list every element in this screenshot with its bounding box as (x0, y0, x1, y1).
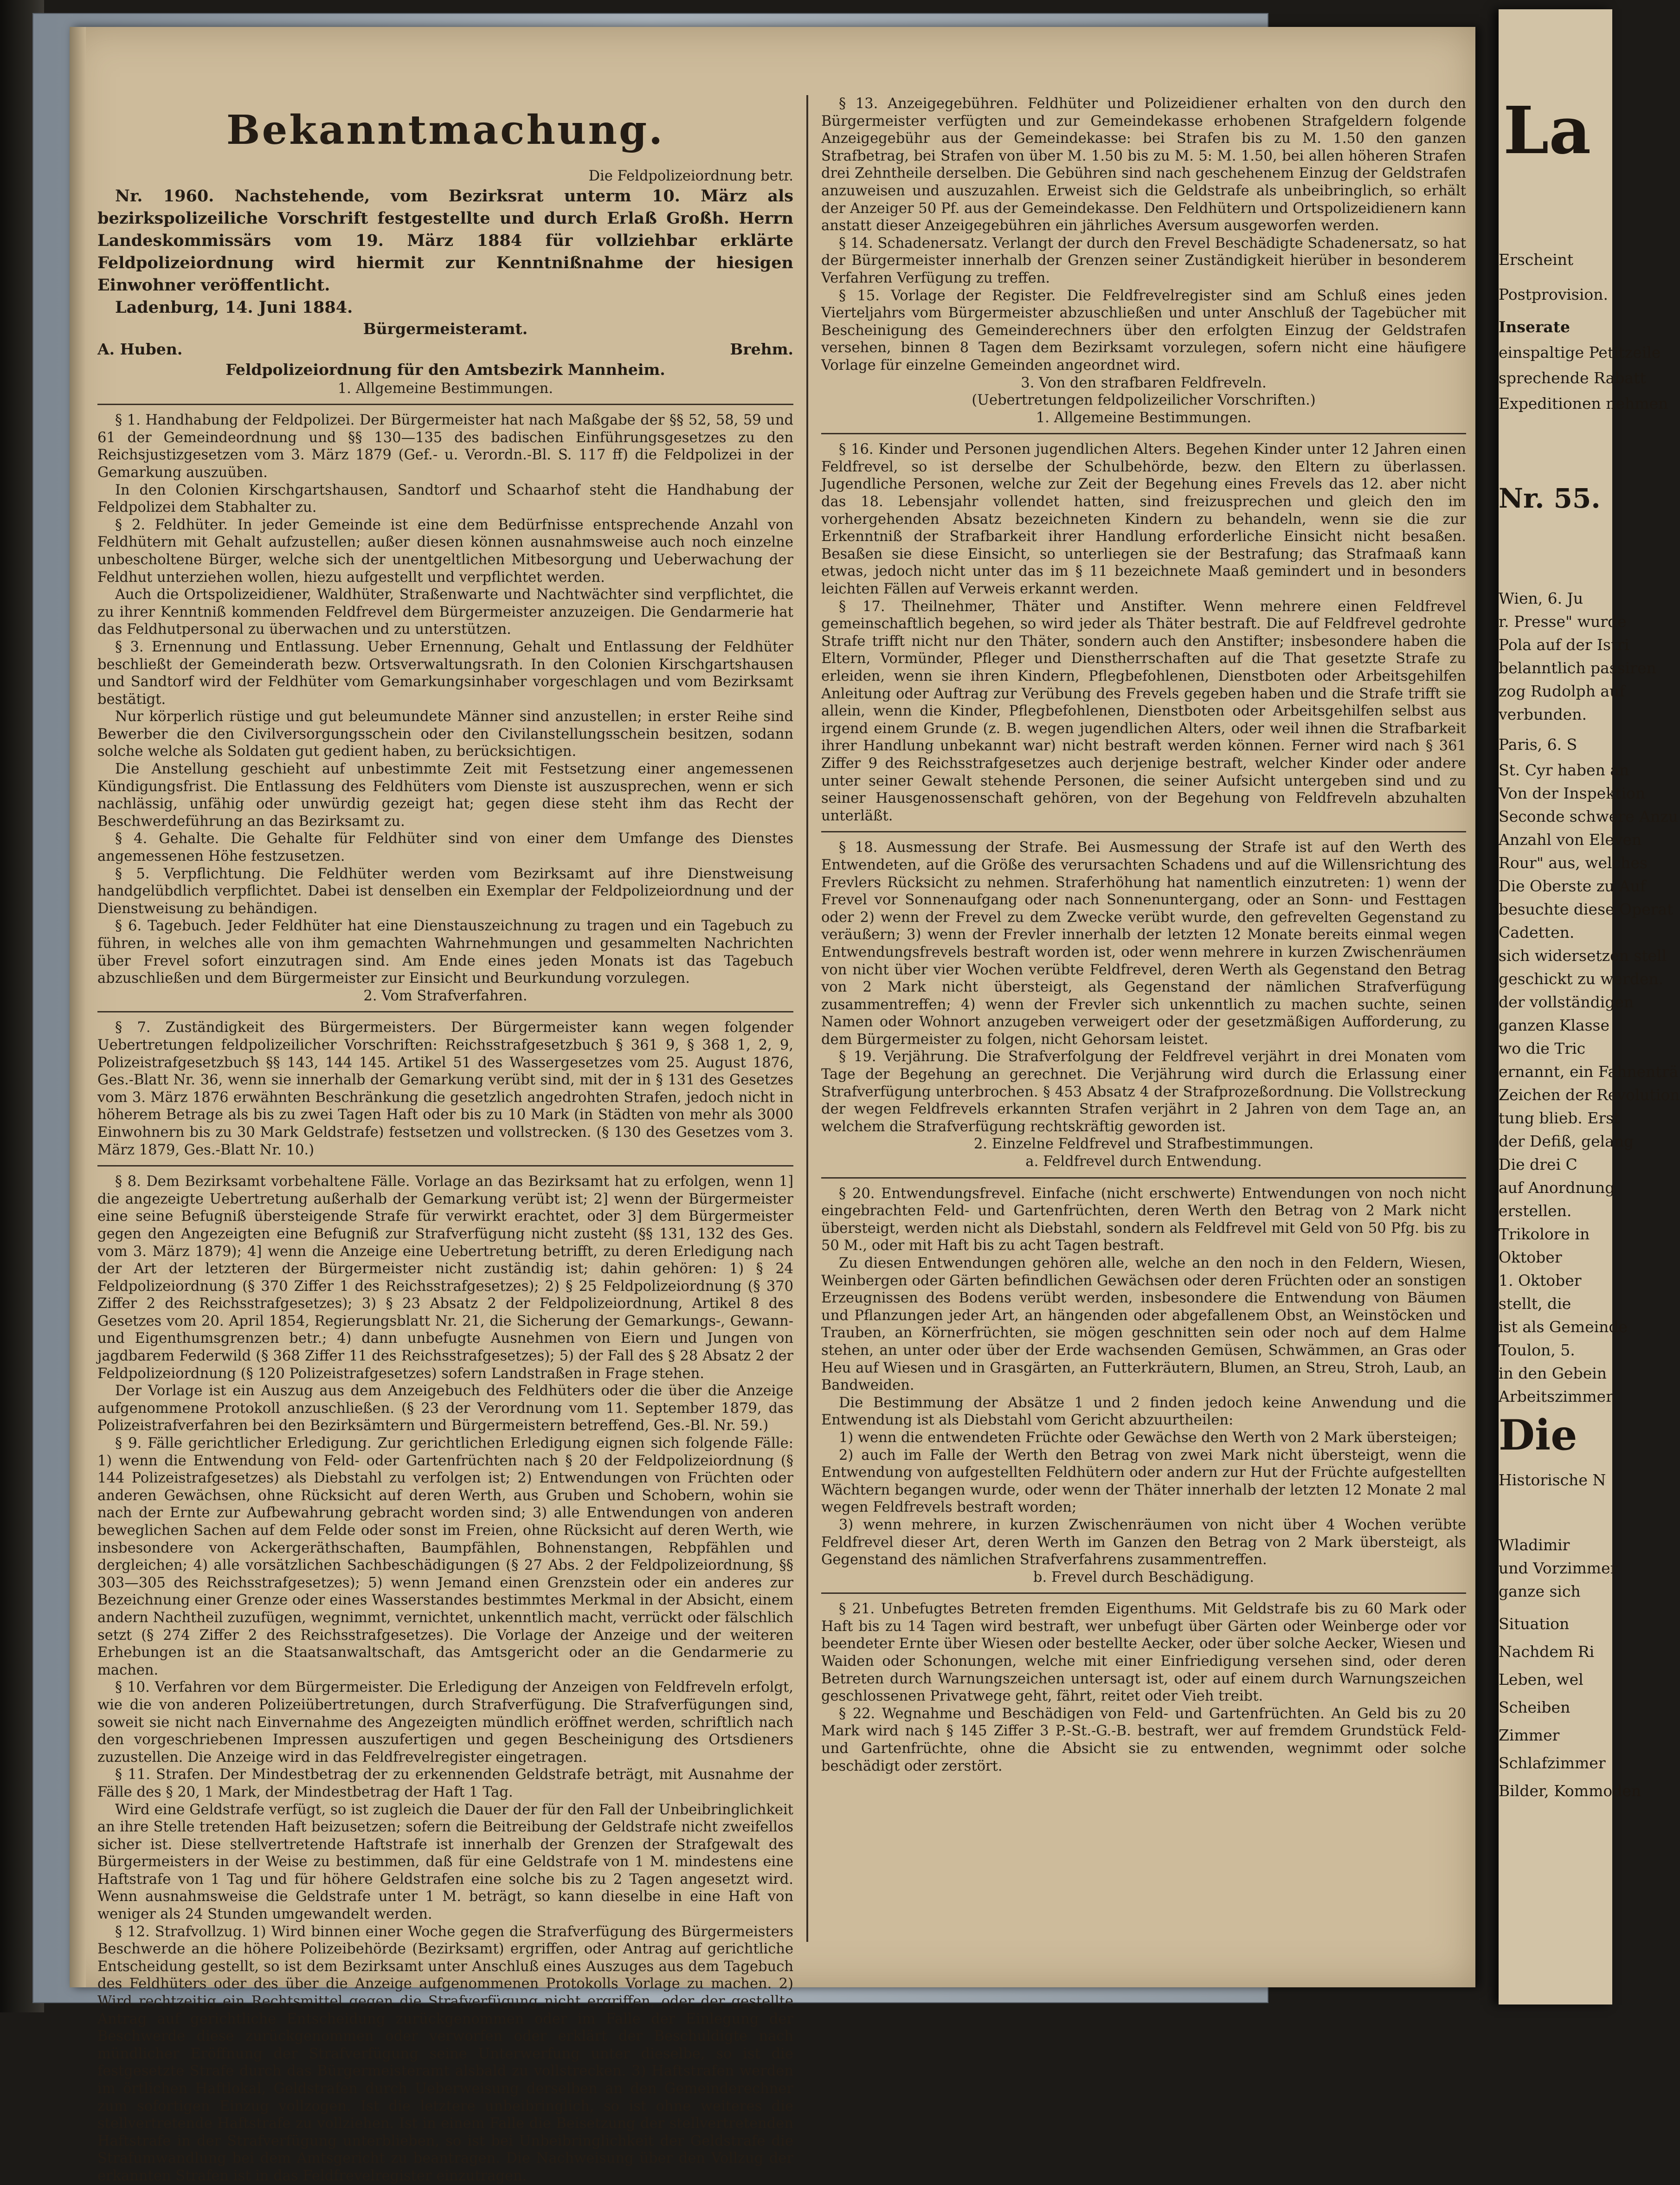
divider-rule (97, 1011, 793, 1012)
part-heading-3: 3. Von den strafbaren Feldfreveln. (1021, 374, 1267, 391)
adjacent-line: Schlafzimmer (1499, 1754, 1606, 1772)
adjacent-line: ganze sich (1499, 1582, 1581, 1600)
section-7: § 7. Zuständigkeit des Bürgermeisters. Der Bürgermeister kann wegen folgender Uebertretungen feldpolizeilicher Vorschriften: Reichsstrafgesetzbuch § 361 9, § 368 1, 2, 9, Polizeistrafgesetzbuch §§ 143, 144 145. Artikel 51 des Wassergesetzes vom 25. August 1876, Ges.-Blatt Nr. 36, wenn sie innerhalb der Gemarkung verübt sind, mit der in § 131 des Gesetzes vom 3. März 1876 erwähnten Beschränkung die gesetzlich angedrohten Strafen, jedoch nicht in höherem Betrage als bis zu zwei Tagen Haft oder bis zu 10 Mark (in Städten von mehr als 3000 Einwohnern bis zu 30 Mark Geldstrafe) festsetzen und vollstrecken. (§ 130 des Gesetzes vom 3. März 1879, Ges.-Blatt Nr. 10.) (97, 1019, 793, 1158)
section-3: § 3. Ernennung und Entlassung. Ueber Ernennung, Gehalt und Entlassung der Feldhüter beschließt der Gemeinderath bezw. Ortsverwaltungsrath. In den Colonien Kirschgartshausen und Sandtorf wird der Feldhüter vom Gemarkungsinhaber vorgeschlagen und vom Bezirksamt bestätigt. (97, 638, 793, 708)
adjacent-line: auf Anordnung (1499, 1179, 1615, 1197)
notice-intro: Nr. 1960. Nachstehende, vom Bezirksrat unterm 10. März als bezirkspolizeiliche Vorschrift festgestellte und durch Erlaß Großh. Herrn Landeskommissärs vom 19. März 1884 für vollziehbar erklärte Feldpolizeiordnung wird hiermit zur Kenntnißnahme der hiesigen Einwohner veröffentlicht. (97, 186, 793, 295)
adjacent-line: wo die Tric (1499, 1039, 1586, 1057)
adjacent-line: stellt, die (1499, 1295, 1571, 1313)
adjacent-line: sich widersetzen stell (1499, 947, 1667, 965)
adjacent-line: ernannt, ein Fahnenträ (1499, 1063, 1679, 1081)
adjacent-line: tung blieb. Erst (1499, 1109, 1620, 1127)
section-8: § 8. Dem Bezirksamt vorbehaltene Fälle. Vorlage an das Bezirksamt hat zu erfolgen, wenn 1] die angezeigte Uebertretung außerhalb der Gemarkung verübt ist; 2] wenn der Bürgermeister eine seine Befugniß übersteigende Strafe für verwirkt erachtet, oder 3] dem Bürgermeister gegen den Angezeigten eine Befugniß zur Strafverfügung nicht zusteht (§§ 131, 132 des Ges. vom 3. März 1879); 4] wenn die Anzeige eine Uebertretung betrifft, zu deren Erledigung nach der Art der letzteren der Bürgermeister nicht zuständig ist; dahin gehören: 1) § 24 Feldpolizeiordnung (§ 370 Ziffer 1 des Reichsstrafgesetzes); 2) § 25 Feldpolizeiordnung (§ 370 Ziffer 2 des Reichsstrafgesetzes); 3) § 23 Absatz 2 der Feldpolizeiordnung, Artikel 8 des Gesetzes vom 20. April 1854, Regierungsblatt Nr. 21, die Sicherung der Gemarkungs-, Gewann- und Eigenthumsgrenzen betr.; 4) dann unbefugte Ausnehmen von Eiern und Jungen von jagdbarem Federwild (§ 368 Ziffer 11 des Reichsstrafgesetzes); 5) der Fall des § 28 Absatz 2 der Feldpolizeiordnung (§ 120 Polizeistrafgesetzes) sofern Landstraßen in Frage stehen. (97, 1173, 793, 1382)
adjacent-line: Zimmer (1499, 1726, 1560, 1744)
part-heading-3a: 1. Allgemeine Bestimmungen. (1036, 409, 1252, 426)
section-19: § 19. Verjährung. Die Strafverfolgung der Feldfrevel verjährt in drei Monaten vom Tage der Begehung an gerechnet. Die Verjährung wird durch die Erlassung einer Strafverfügung unterbrochen. § 453 Absatz 4 der Strafprozeßordnung. Die Vollstreckung der wegen Feldfrevels erkannten Strafen verjährt in 2 Jahren von dem Tage an, an welchem die Strafverfügung rechtskräftig geworden ist. (821, 1049, 1466, 1135)
adjacent-line: Rour" aus, welches (1499, 854, 1648, 872)
adjacent-line: erstellen. (1499, 1202, 1572, 1220)
adjacent-line: 1. Oktober (1499, 1271, 1582, 1289)
adjacent-line: Leben, wel (1499, 1670, 1583, 1689)
adjacent-line: Expeditionen nehmen (1499, 394, 1668, 413)
adjacent-line: geschickt zu werden. (1499, 970, 1664, 988)
notice-title: Bekanntmachung. (226, 107, 665, 154)
adjacent-line: der Defiß, gelang (1499, 1132, 1634, 1150)
adjacent-line: r. Presse" wurde (1499, 612, 1627, 631)
divider-rule (97, 404, 793, 405)
adjacent-line: belanntlich passiren (1499, 659, 1656, 677)
section-1: § 1. Handhabung der Feldpolizei. Der Bürgermeister hat nach Maßgabe der §§ 52, 58, 59 und 61 der Gemeindeordnung und §§ 130—135 des badischen Einführungsgesetzes zu den Reichsjustizgesetzen vom 3. März 1879 (Gef.- u. Verordn.-Bl. S. 117 ff) die Feldpolizei in der Gemarkung auszuüben. (97, 412, 793, 481)
divider-rule (821, 1592, 1466, 1594)
section-2: § 2. Feldhüter. In jeder Gemeinde ist eine dem Bedürfnisse entsprechende Anzahl von Feldhütern mit Gehalt aufzustellen; außer diesen können ausnahmsweise auch noch einzelne unbescholtene Bürger, welche sich der unentgeltlichen Mitbesorgung und Ueberwachung der Feldhut unterziehen wollen, hiezu aufgestellt und verpflichtet werden. (97, 516, 793, 586)
section-11: § 11. Strafen. Der Mindestbetrag der zu erkennenden Geldstrafe beträgt, mit Ausnahme der Fälle des § 20, 1 Mark, der Mindestbetrag der Haft 1 Tag. (97, 1766, 793, 1800)
part-heading-3bb: b. Frevel durch Beschädigung. (1033, 1569, 1254, 1586)
adjacent-line: Bilder, Kommoden (1499, 1782, 1641, 1800)
adjacent-line: Oktober (1499, 1248, 1562, 1266)
adjacent-line: Nachdem Ri (1499, 1643, 1595, 1661)
section-11-paragraph: Wird eine Geldstrafe verfügt, so ist zugleich die Dauer der für den Fall der Unbeibringlichkeit an ihre Stelle tretenden Haft beizusetzen; sofern die Beitreibung der Geldstrafe nicht zweifellos sicher ist. Diese stellvertretende Haftstrafe ist innerhalb der Grenzen der Strafgewalt des Bürgermeisters in der Weise zu bestimmen, daß für eine Geldstrafe von 1 M. mindestens eine Haftstrafe von 1 Tag und für höhere Geldstrafen eine solche bis zu 2 Tagen angesetzt wird. Wenn ausnahmsweise die Geldstrafe unter 1 M. beträgt, so kann dieselbe in eine Haft von weniger als 24 Stunden umgewandelt werden. (97, 1801, 793, 1923)
office-name: Bürgermeisteramt. (363, 319, 528, 338)
adjacent-heading-fragment: Die (1499, 1411, 1577, 1460)
section-3-paragraph-b: Nur körperlich rüstige und gut beleumundete Männer sind anzustellen; in erster Reihe sind Bewerber die den Civilversorgungsschein oder den Civilanstellungsschein besitzen, sodann solche welche als Soldaten gut gedient haben, zu berücksichtigen. (97, 709, 793, 760)
adjacent-line: zog Rudolph auf (1499, 682, 1625, 700)
section-16: § 16. Kinder und Personen jugendlichen Alters. Begehen Kinder unter 12 Jahren einen Feldfrevel, so ist derselbe der Schulbehörde, bezw. den Eltern zu überlassen. Jugendliche Personen, welche zur Zeit der Begehung eines Frevels das 12. aber nicht das 18. Lebensjahr vollendet hatten, sind freizusprechen und gleich den im vorhergehenden Absatz bezeichneten Kindern zu behandeln, wenn sie die zur Erkenntniß der Strafbarkeit ihrer Handlung erforderliche Einsicht nicht besaßen. Besaßen sie diese Einsicht, so unterliegen sie der Bestrafung; das Strafmaaß kann etwas, jedoch nicht unter das im § 11 bezeichnete Maaß gemindert und in besonders leichten Fällen auf Verweis erkannt werden. (821, 441, 1466, 598)
adjacent-line: Wladimir (1499, 1536, 1570, 1554)
adjacent-line: besuchte diese Operat (1499, 900, 1674, 918)
adjacent-line: Paris, 6. S (1499, 735, 1577, 754)
section-6: § 6. Tagebuch. Jeder Feldhüter hat eine Dienstauszeichnung zu tragen und ein Tagebuch zu führen, in welches alle von ihm gemachten Wahrnehmungen und gesammelten Nachrichten über Frevel sofort einzutragen sind. Am Ende eines jeden Monats ist das Tagebuch abzuschließen und dem Bürgermeister zur Einsicht und Beurkundung vorzulegen. (97, 918, 793, 987)
adjacent-line: ist als Gemeinde (1499, 1318, 1628, 1336)
adjacent-line: Anzahl von Eleven (1499, 831, 1642, 849)
adjacent-masthead-fragment: La (1503, 93, 1591, 169)
section-12: § 12. Strafvollzug. 1) Wird binnen einer Woche gegen die Strafverfügung des Bürgermeisters Beschwerde an die höhere Polizeibehörde (Bezirksamt) ergriffen, oder Antrag auf gerichtliche Entscheidung gestellt, so ist dem Bezirksamt unter Anschluß eines Auszuges aus dem Tagebuch des Feldhüters oder des über die Anzeige aufgenommenen Protokolls Vorlage zu machen. 2) Wird rechtzeitig ein Rechtsmittel gegen die Strafverfügung nicht ergriffen, oder der gestellte Antrag auf gerichtliche Entscheidung zurückgenommen oder im Falle der Einlegung der Beschwerde diese zurückgenommen oder verworfen oder erklärt der Beschuldigte nach mündlicher Eröffnung der Strafverfügung seine Unterwerfung unter dieselbe, so ist die festgesetzte Strafe durch das Bürgermeisteramt alsbald zu vollstrecken. 3) Haftstrafen werden im örtlichen Haftlokal, Geldstrafen durch Ueberweisung derselben an den Gemeinderechner zum sofortigen Einzug vollzogen. Ist die letztere unbeibringlich, so ist ohne weiteres die stellvertretende Haftstrafe zu vollziehen. Ist in einem Falle die Beisetzung der stellvertretenden Haftstrafe in der Strafverfügung unterblieben, so ist bei Unbeibringlichkeit der Geldstrafe die Strafumwandlung bei dem Amtsgericht zu beantragen. Die Nachweisung über den Vollzug der erkannten Strafen ist in das Feldfrevelregister einzutragen. (97, 1923, 793, 2184)
place-date: Ladenburg, 14. Juni 1884. (115, 297, 353, 317)
adjacent-line: Cadetten. (1499, 923, 1575, 941)
adjacent-line: Wien, 6. Ju (1499, 589, 1583, 607)
section-14: § 14. Schadenersatz. Verlangt der durch den Frevel Beschädigte Schadenersatz, so hat der Bürgermeister innerhalb der Grenzen seiner Zuständigkeit hierüber in besonderem Verfahren Verfügung zu treffen. (821, 235, 1466, 286)
adjacent-line: Zeichen der Revolution (1499, 1086, 1680, 1104)
adjacent-line: Postprovision. (1499, 285, 1608, 303)
section-2-paragraph: Auch die Ortspolizeidiener, Waldhüter, Straßenwarte und Nachtwächter sind verpflichtet, die zu ihrer Kenntniß kommenden Feldfrevel dem Bürgermeister anzuzeigen. Die Gendarmerie hat das Feldhutpersonal zu überwachen und zu unterstützen. (97, 587, 793, 638)
divider-rule (821, 1177, 1466, 1179)
adjacent-line: ganzen Klasse (1499, 1016, 1609, 1034)
divider-rule (97, 1165, 793, 1167)
adjacent-line: Trikolore in (1499, 1225, 1590, 1243)
section-20-item-3: 3) wenn mehrere, in kurzen Zwischenräumen von nicht über 4 Wochen verübte Feldfrevel dieser Art, deren Werth im Ganzen den Betrag von 2 Mark übersteigt, als Gegenstand des nämlichen Strafverfahrens zusammentreffen. (821, 1516, 1466, 1568)
section-9: § 9. Fälle gerichtlicher Erledigung. Zur gerichtlichen Erledigung eignen sich folgende Fälle: 1) wenn die Entwendung von Feld- oder Gartenfrüchten nach § 20 der Feldpolizeiordnung (§ 144 Polizeistrafgesetzes) als Diebstahl zu verfolgen ist; 2) Entwendungen von Früchten oder anderen Gewächsen, ohne Rücksicht auf deren Werth, aus Gruben und Schobern, wohin sie nach der Ernte zur Aufbewahrung gebracht worden sind; 3) alle Entwendungen von anderen beweglichen Sachen auf dem Felde oder sonst im Freien, ohne Rücksicht auf deren Werth, wie insbesondere von Ackergeräthschaften, Baumpfählen, Bohnenstangen, Rebpfählen und dergleichen; 4) alle vorsätzlichen Sachbeschädigungen (§ 27 Abs. 2 der Feldpolizeiordnung, §§ 303—305 des Reichsstrafgesetzes); 5) wenn Jemand einen Grenzstein oder ein anderes zur Bezeichnung einer Grenze oder eines Wasserstandes bestimmtes Merkmal in der Absicht, einem andern Nachtheil zuzufügen, wegnimmt, vernichtet, unkenntlich macht, verrückt oder fälschlich setzt (§ 274 Ziffer 2 des Reichsstrafgesetzes). Die Vorlage der Anzeige und der weiteren Erhebungen ist an die Staatsanwaltschaft, das Amtsgericht oder an die Gendarmerie zu machen. (97, 1435, 793, 1678)
signer-left: A. Huben. (97, 340, 183, 358)
adjacent-line: Situation (1499, 1615, 1570, 1633)
signer-right: Brehm. (730, 340, 793, 358)
section-20-item-1: 1) wenn die entwendeten Früchte oder Gewächse den Werth von 2 Mark übersteigen; (839, 1429, 1457, 1446)
section-1-paragraph: In den Colonien Kirschgartshausen, Sandtorf und Schaarhof steht die Handhabung der Feldpolizei dem Stabhalter zu. (97, 482, 793, 516)
section-20-paragraph-b: Zu diesen Entwendungen gehören alle, welche an den noch in den Feldern, Wiesen, Weinbergen oder Gärten befindlichen Gewächsen oder deren Früchten oder an sonstigen Erzeugnissen des Bodens verübt werden, insbesondere die Entwendung von Bäumen und Pflanzungen jeder Art, an hängenden oder abgefallenem Obst, an Weinstöcken und Trauben, an Körnerfrüchten, sie mögen geschnitten sein oder noch auf dem Halme stehen, an unter oder über der Erde wachsenden Gemüsen, Schwämmen, an Gras oder Heu auf Wiesen und in Grasgärten, an Futterkräutern, Blumen, an Streu, Stroh, Laub, an Bandweiden. (821, 1255, 1466, 1394)
section-20-paragraph-c: Die Bestimmung der Absätze 1 und 2 finden jedoch keine Anwendung und die Entwendung ist als Diebstahl vom Gericht abzuurtheilen: (821, 1394, 1466, 1429)
adjacent-issue-number: Nr. 55. (1499, 483, 1601, 514)
signature-line (97, 339, 793, 360)
section-4: § 4. Gehalte. Die Gehalte für Feldhüter sind von einer dem Umfange des Dienstes angemessenen Höhe festzusetzen. (97, 831, 793, 865)
part-heading-3ba: a. Feldfrevel durch Entwendung. (1025, 1154, 1262, 1170)
section-17: § 17. Theilnehmer, Thäter und Anstifter. Wenn mehrere einen Feldfrevel gemeinschaftlich begehen, so wird jeder als Thäter bestraft. Die auf Feldfrevel gedrohte Strafe trifft nicht nur den Thäter, sondern auch den Anstifter; insbesondere haben die Eltern, Vormünder, Pfleger und Dienstherrschaften auf die That gesetzte Strafe zu erleiden, wenn sie ihren Kindern, Pflegbefohlenen, Dienstboten oder Arbeitsgehilfen Anleitung oder Auftrag zur Verübung des Frevels gegeben haben und die Strafe trifft sie allein, wenn die Kinder, Pflegbefohlenen, Dienstboten oder Arbeitsgehilfen selbst aus irgend einem Grunde (z. B. wegen jugendlichen Alters, oder weil ihnen die Strafbarkeit ihrer Handlung unbekannt war) nicht bestraft werden können. Ferner wird nach § 361 Ziffer 9 des Reichsstrafgesetzes auch derjenige bestraft, welcher Kinder oder andere unter seiner Gewalt stehende Personen, die seiner Aufsicht untergeben sind und zu seiner Hausgenossenschaft gehören, von der Begehung von Feldfreveln abzuhalten unterläßt. (821, 598, 1466, 824)
adjacent-line: Arbeitszimmer (1499, 1387, 1613, 1405)
adjacent-line: St. Cyr haben an (1499, 761, 1629, 779)
adjacent-line: Inserate (1499, 318, 1571, 336)
left-column (97, 88, 793, 2184)
section-20-item-2: 2) auch im Falle der Werth den Betrag von zwei Mark nicht übersteigt, wenn die Entwendung von aufgestellten Feldhütern oder andern zur Hut der Früchte aufgestellten Wächtern begangen wurde, oder wenn der Thäter innerhalb der letzten 12 Monate 2 mal wegen Feldfrevels bestraft worden; (821, 1447, 1466, 1516)
part-heading-3-sub: (Uebertretungen feldpolizeilicher Vorschriften.) (972, 392, 1316, 409)
section-21: § 21. Unbefugtes Betreten fremden Eigenthums. Mit Geldstrafe bis zu 60 Mark oder Haft bis zu 14 Tagen wird bestraft, wer unbefugt über Gärten oder Weinberge oder vor beendeter Ernte über Wiesen oder bestellte Aecker, oder über solche Aecker, Wiesen und Waiden oder Schonungen, welche mit einer Einfriedigung versehen sind, oder deren Betreten durch Warnungszeichen untersagt ist, oder auf einem durch Warnungszeichen geschlossenen Privatwege geht, fährt, reitet oder Vieh treibt. (821, 1601, 1466, 1705)
adjacent-line: Scheiben (1499, 1698, 1571, 1716)
adjacent-line: Von der Inspektion (1499, 784, 1646, 802)
section-8-paragraph: Der Vorlage ist ein Auszug aus dem Anzeigebuch des Feldhüters oder die über die Anzeige aufgenommene Protokoll anzuschließen. (§ 23 der Verordnung vom 11. September 1879, das Polizeistrafverfahren bei den Bezirksämtern und Bürgermeistern betreffend, Ges.-Bl. Nr. 59.) (97, 1383, 793, 1434)
adjacent-line: Erscheint (1499, 251, 1574, 269)
column-divider (806, 95, 808, 1942)
adjacent-line: sprechende Rabatt (1499, 369, 1646, 387)
section-13: § 13. Anzeigegebühren. Feldhüter und Polizeidiener erhalten von den durch den Bürgermeister verfügten und zur Gemeindekasse erhobenen Strafgeldern folgende Anzeigegebühr aus der Gemeindekasse: bei Strafen bis zu M. 1.50 den ganzen Strafbetrag, bei Strafen von über M. 1.50 bis zu M. 5: M. 1.50, bei allen höheren Strafen drei Zehntheile derselben. Die Gebühren sind nach geschehenem Einzug der Geldstrafen anzuweisen und auszuzahlen. Erweist sich die Geldstrafe als unbeibringlich, so erhält der Anzeiger 50 Pf. aus der Gemeindekasse. Den Feldhütern und Ortspolizeidienern kann anstatt dieser Anzeigegebühren ein jährliches Aversum ausgeworfen werden. (821, 96, 1466, 234)
section-18: § 18. Ausmessung der Strafe. Bei Ausmessung der Strafe ist auf den Werth des Entwendeten, auf die Größe des verursachten Schadens und auf die Willensrichtung des Frevlers Rücksicht zu nehmen. Straferhöhung hat namentlich einzutreten: 1) wenn der Frevel vor Sonnenaufgang oder nach Sonnenuntergang, oder an Sonn- und Festtagen oder 2) wenn der Frevel zu dem Zwecke verübt wurde, den gefrevelten Gegenstand zu veräußern; 3) wenn der Frevler innerhalb der letzten 12 Monate bereits einmal wegen Entwendungsfrevels bestraft worden ist, oder wenn mehrere in kurzen Zwischenräumen von nicht über vier Wochen verübte Feldfrevel, deren Werth als Gegenstand den Betrag von 2 Mark nicht übersteigt, als Gegenstand der nämlichen Strafverfügung zusammentreffen; 4) wenn der Frevler sich unkenntlich zu machen suchte, seinen Namen oder Wohnort anzugeben verweigert oder der gesetzmäßigen Aufforderung, zu dem Bürgermeister zu folgen, nicht Gehorsam leistet. (821, 839, 1466, 1048)
section-22: § 22. Wegnahme und Beschädigen von Feld- und Gartenfrüchten. An Geld bis zu 20 Mark wird nach § 145 Ziffer 3 P.-St.-G.-B. bestraft, wer auf fremdem Grundstück Feld- und Gartenfrüchte, ohne die Absicht sie zu entwenden, wegnimmt oder solche beschädigt oder zerstört. (821, 1705, 1466, 1774)
adjacent-line: Historische N (1499, 1471, 1606, 1489)
part-heading-3b: 2. Einzelne Feldfrevel und Strafbestimmungen. (973, 1136, 1314, 1153)
adjacent-line: in den Gebein (1499, 1364, 1607, 1382)
adjacent-line: Die drei C (1499, 1155, 1577, 1173)
section-5: § 5. Verpflichtung. Die Feldhüter werden vom Bezirksamt auf ihre Dienstweisung handgelübdlich verpflichtet. Dabei ist denselben ein Exemplar der Feldpolizeiordnung und der Dienstweisung zu behändigen. (97, 865, 793, 917)
adjacent-line: der vollständigen (1499, 993, 1634, 1011)
part-heading-2: 2. Vom Strafverfahren. (363, 987, 528, 1004)
adjacent-line: Toulon, 5. (1499, 1341, 1575, 1359)
notice-subject: Die Feldpolizeiordnung betr. (588, 168, 793, 184)
section-20: § 20. Entwendungsfrevel. Einfache (nicht erschwerte) Entwendungen von noch nicht eingebrachten Feld- und Gartenfrüchten, deren Werth den Betrag von 2 Mark nicht übersteigt, werden nicht als Diebstahl, sondern als Feldfrevel mit Geld von 50 Pfg. bis zu 50 M., oder mit Haft bis zu acht Tagen bestraft. (821, 1185, 1466, 1254)
adjacent-line: Pola auf der Istri (1499, 636, 1629, 654)
section-3-paragraph-c: Die Anstellung geschieht auf unbestimmte Zeit mit Festsetzung einer angemessenen Kündigungsfrist. Die Entlassung des Feldhüters vom Dienste ist auszusprechen, wenn er sich nachlässig, unfähig oder unwürdig gezeigt hat; gegen diese steht ihm das Recht der Beschwerdeführung an das Bezirksamt zu. (97, 761, 793, 830)
adjacent-line: Die Oberste zu Auf (1499, 877, 1646, 895)
ordinance-heading: Feldpolizeiordnung für den Amtsbezirk Mannheim. (225, 360, 665, 379)
divider-rule (821, 831, 1466, 832)
right-column (821, 95, 1466, 1979)
adjacent-line: verbunden. (1499, 705, 1587, 723)
section-15: § 15. Vorlage der Register. Die Feldfrevelregister sind am Schluß eines jeden Vierteljahrs vom Bürgermeister abzuschließen und unter Anschluß der Tagebücher mit Bescheinigung des Gemeinderechners über den erfolgten Einzug der Geldstrafen versehen, binnen 8 Tagen dem Bezirksamt vorzulegen, sofern nicht eine häufigere Vorlage für einzelne Gemeinden angeordnet wird. (821, 287, 1466, 374)
adjacent-page-fragment (1499, 9, 1680, 2005)
adjacent-line: und Vorzimmer (1499, 1559, 1618, 1577)
section-10: § 10. Verfahren vor dem Bürgermeister. Die Erledigung der Anzeigen von Feldfreveln erfolgt, wie die von anderen Polizeiübertretungen, durch Strafverfügung. Die Strafverfügungen sind, soweit sie nicht nach Einvernahme des Angezeigten mündlich eröffnet werden, schriftlich nach den vorgeschriebenen Impressen auszufertigen und gegen Bescheinigung des Ortsdieners zuzustellen. Die Anzeige wird in das Feldfrevelregister eingetragen. (97, 1679, 793, 1766)
divider-rule (821, 433, 1466, 434)
adjacent-line: einspaltige Petitzeile (1499, 343, 1661, 361)
part-heading-1: 1. Allgemeine Bestimmungen. (337, 380, 554, 397)
adjacent-line: Seconde schwere Anzu (1499, 807, 1678, 825)
